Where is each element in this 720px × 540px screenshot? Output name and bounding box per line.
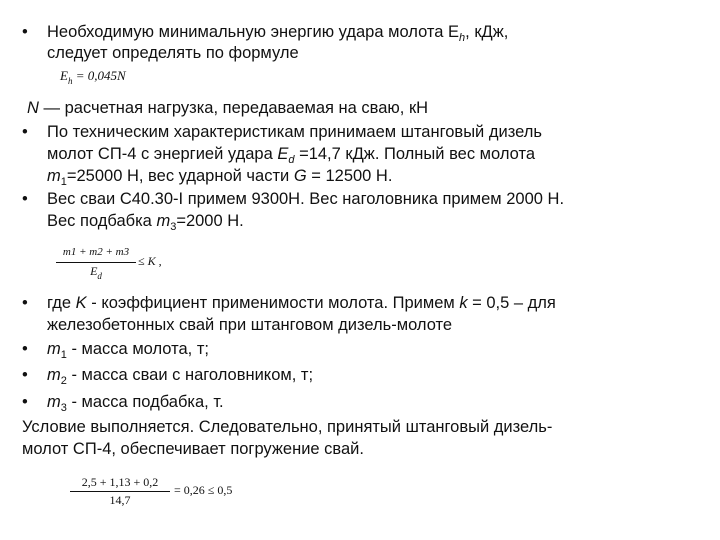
formula2-rhs: ≤ K , <box>138 254 162 268</box>
k-coefficient-line2: железобетонных свай при штанговом дизель-молоте <box>47 316 453 334</box>
m3-definition: $m_3$ - масса подбабка, т. <box>47 393 224 414</box>
n-definition: N — расчетная нагрузка, передаваемая на сваю, кН <box>27 99 429 117</box>
formula3-numerator: 2,5 + 1,13 + 0,2 <box>81 475 159 489</box>
bullet: • <box>22 123 28 141</box>
hammer-spec-line2: молот СП-4 с энергией удара $E_d =14,7$ кДж. Полный вес молота <box>47 145 535 166</box>
pile-weight-line1: Вес сваи С40.30-I примем 9300Н. Вес наголовника примем 2000 Н. <box>47 190 565 208</box>
energy-requirement-line2: следует определять по формуле <box>47 44 299 62</box>
formula-energy: $E_h = 0,045N$ <box>60 68 126 86</box>
energy-requirement-line1: Необходимую минимальную энергию удара молота $E_h$, кДж, <box>47 23 509 44</box>
hammer-spec-line1: По техническим характеристикам принимаем штанговый дизель <box>47 123 542 141</box>
bullet: • <box>22 366 28 384</box>
conclusion-line1: Условие выполняется. Следовательно, принятый штанговый дизель- <box>22 418 553 436</box>
formula3-fraction-bar <box>70 491 170 492</box>
bullet: • <box>22 294 28 312</box>
m2-definition: $m_2$ - масса сваи с наголовником, т; <box>47 366 314 387</box>
formula2-numerator: m1 + m2 + m3 <box>62 246 130 258</box>
k-coefficient-line1: где K - коэффициент применимости молота. Примем k = 0,5 – для <box>47 294 556 312</box>
hammer-spec-line3: $m_1=25000$ Н, вес ударной части G = 12500 Н. <box>47 167 393 188</box>
bullet: • <box>22 23 28 41</box>
formula3-result: = 0,26 ≤ 0,5 <box>174 483 233 497</box>
conclusion-line2: молот СП-4, обеспечивает погружение свай. <box>22 440 364 458</box>
formula3-denominator: 14,7 <box>109 493 131 507</box>
formula2-denominator: $E_d$ <box>90 264 102 281</box>
formula2-fraction-bar <box>56 262 136 263</box>
bullet: • <box>22 190 28 208</box>
bullet: • <box>22 393 28 411</box>
m1-definition: $m_1$ - масса молота, т; <box>47 340 209 361</box>
bullet: • <box>22 340 28 358</box>
pile-weight-line2: Вес подбабка $m_3=2000$ Н. <box>47 212 244 233</box>
